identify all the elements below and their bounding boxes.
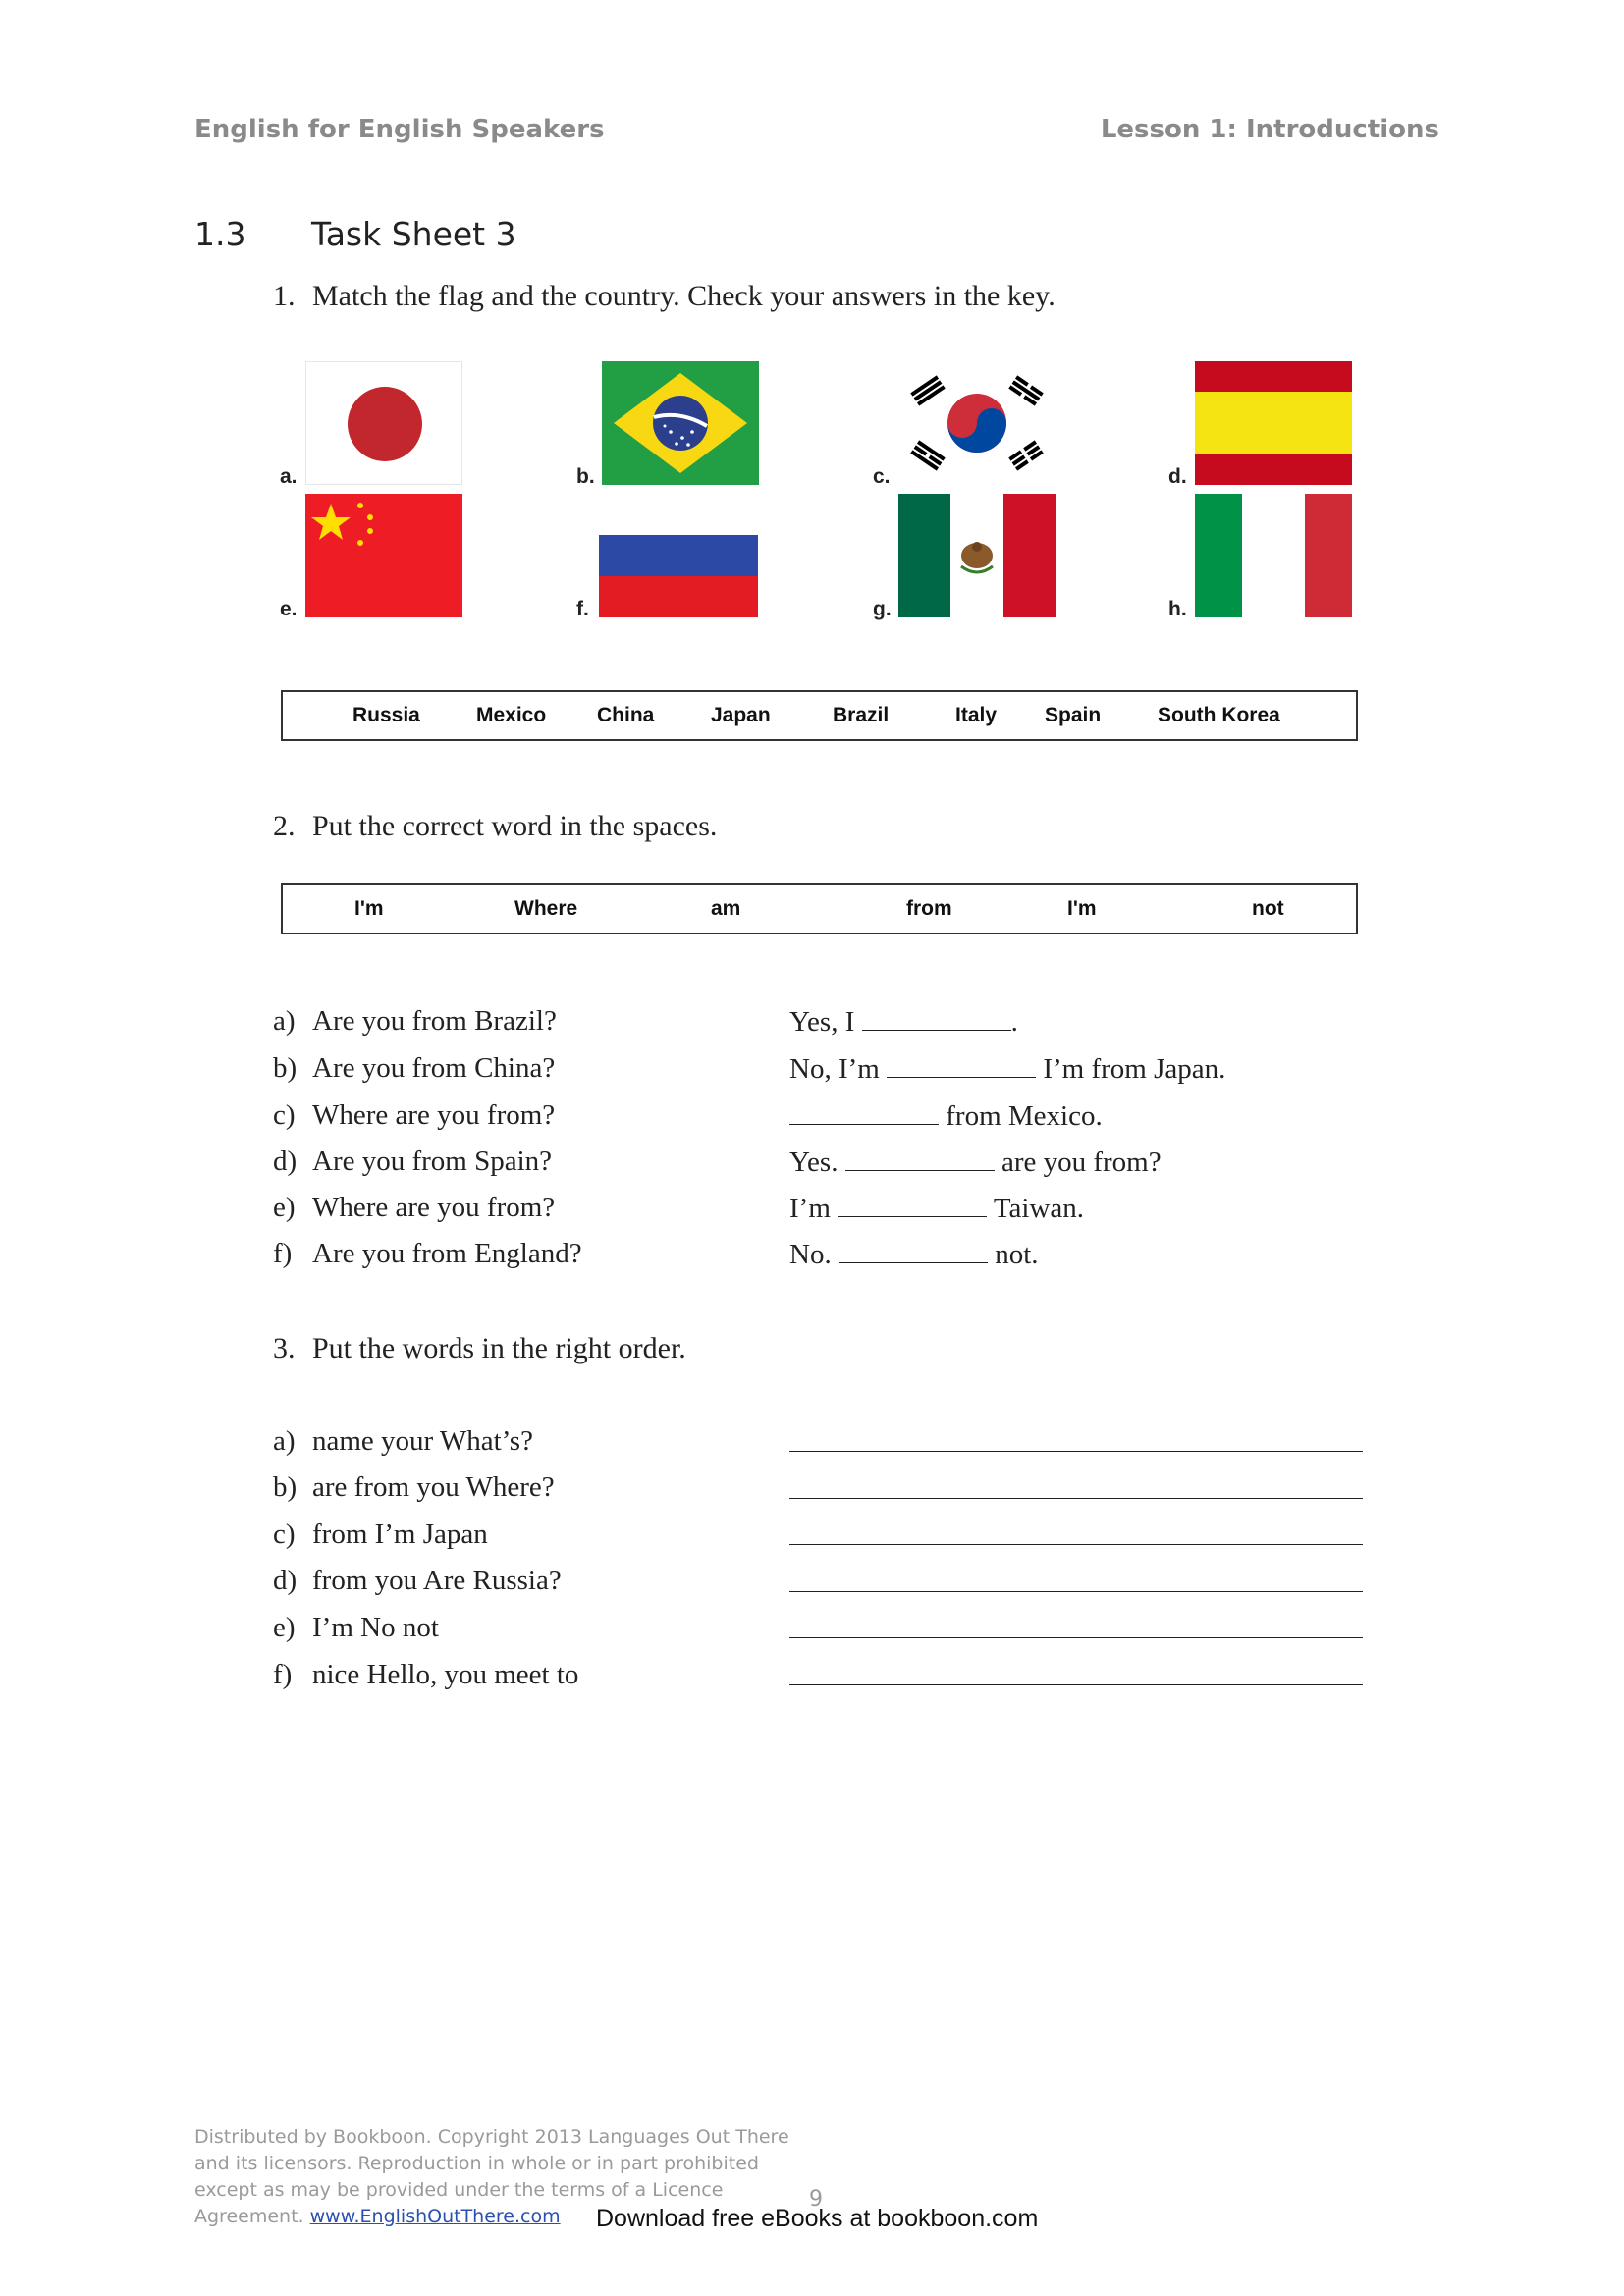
italy-flag-icon <box>1195 494 1352 617</box>
task3-number: 3. <box>273 1332 296 1364</box>
country-word: China <box>597 704 655 726</box>
brazil-flag-icon <box>602 361 759 485</box>
flag-letter-h: h. <box>1168 598 1187 620</box>
task2-answer-a: Yes, I . <box>789 1006 1018 1038</box>
answer-line[interactable] <box>789 1637 1363 1638</box>
task2-instruction <box>273 810 717 843</box>
task1-instruction-text: Match the flag and the country. Check your answers in the key. <box>312 280 1056 312</box>
country-word: Italy <box>955 704 998 726</box>
section-number: 1.3 <box>194 215 246 253</box>
running-header-title: English for English Speakers <box>194 115 605 144</box>
task1-instruction <box>273 280 1056 313</box>
flag-letter-e: e. <box>280 598 298 620</box>
flag-letter-c: c. <box>873 465 891 488</box>
country-word: Brazil <box>833 704 890 726</box>
answer-blank[interactable] <box>887 1052 1036 1078</box>
task2-question-d: d) Are you from Spain? <box>273 1146 553 1177</box>
answer-blank[interactable] <box>862 1005 1011 1031</box>
key-word: not <box>1252 897 1284 920</box>
download-notice: Download free eBooks at bookboon.com <box>596 2205 1039 2232</box>
answer-line[interactable] <box>789 1544 1363 1545</box>
key-word: I'm <box>1067 897 1097 920</box>
key-word: from <box>906 897 952 920</box>
copyright-notice: Distributed by Bookboon. Copyright 2013 Languages Out There and its licensors. Reproduction in whole or in part prohibited except as may be provided under the terms of a Licence Agreement. www.EnglishOutThere.com <box>194 2126 789 2227</box>
task2-question-c: c) Where are you from? <box>273 1099 556 1131</box>
task3-item-f: f) nice Hello, you meet to <box>273 1659 579 1690</box>
page-number: 9 <box>809 2187 823 2212</box>
answer-line[interactable] <box>789 1498 1363 1499</box>
flag-letter-b: b. <box>576 465 595 488</box>
task2-answer-d: Yes. are you from? <box>789 1147 1162 1178</box>
task2-answer-b: No, I’m I’m from Japan. <box>789 1053 1226 1085</box>
answer-blank[interactable] <box>839 1238 988 1263</box>
country-word: Spain <box>1045 704 1102 726</box>
task2-question-b: b) Are you from China? <box>273 1052 556 1084</box>
flag-letter-d: d. <box>1168 465 1187 488</box>
country-word: South Korea <box>1158 704 1280 726</box>
running-header-lesson: Lesson 1: Introductions <box>1100 115 1439 144</box>
mexico-flag-icon <box>898 494 1056 617</box>
website-link[interactable]: www.EnglishOutThere.com <box>309 2206 561 2227</box>
flag-letter-f: f. <box>576 598 589 620</box>
task3-item-b: b) are from you Where? <box>273 1471 555 1503</box>
task3-item-a: a) name your What’s? <box>273 1425 533 1457</box>
task1-number: 1. <box>273 280 296 312</box>
answer-blank[interactable] <box>838 1192 987 1217</box>
flag-letter-a: a. <box>280 465 298 488</box>
task3-item-c: c) from I’m Japan <box>273 1519 488 1550</box>
task2-question-f: f) Are you from England? <box>273 1238 582 1269</box>
task2-answer-f: No. not. <box>789 1239 1039 1270</box>
japan-flag-icon <box>305 361 462 485</box>
country-word: Japan <box>711 704 771 726</box>
answer-blank[interactable] <box>789 1099 939 1125</box>
task3-item-d: d) from you Are Russia? <box>273 1565 562 1596</box>
russia-flag-icon <box>599 494 758 617</box>
key-word: Where <box>514 897 578 920</box>
china-flag-icon <box>305 494 462 617</box>
answer-line[interactable] <box>789 1591 1363 1592</box>
task2-question-e: e) Where are you from? <box>273 1192 556 1223</box>
answer-line[interactable] <box>789 1684 1363 1685</box>
task2-answer-e: I’m Taiwan. <box>789 1193 1085 1224</box>
task3-instruction-text: Put the words in the right order. <box>312 1332 686 1364</box>
key-word: I'm <box>354 897 384 920</box>
answer-line[interactable] <box>789 1451 1363 1452</box>
country-word: Russia <box>352 704 420 726</box>
country-word: Mexico <box>476 704 547 726</box>
word-key-box <box>281 883 1358 934</box>
section-title: Task Sheet 3 <box>311 215 516 253</box>
spain-flag-icon <box>1195 361 1352 485</box>
task2-instruction-text: Put the correct word in the spaces. <box>312 810 718 842</box>
task3-instruction <box>273 1332 686 1365</box>
task2-question-a: a) Are you from Brazil? <box>273 1005 557 1037</box>
key-word: am <box>711 897 741 920</box>
flag-letter-g: g. <box>873 598 892 620</box>
south-korea-flag-icon <box>898 361 1056 485</box>
task2-answer-c: from Mexico. <box>789 1099 1103 1133</box>
task2-number: 2. <box>273 810 296 842</box>
task3-item-e: e) I’m No not <box>273 1612 439 1643</box>
answer-blank[interactable] <box>845 1146 995 1171</box>
country-key-box <box>281 690 1358 741</box>
